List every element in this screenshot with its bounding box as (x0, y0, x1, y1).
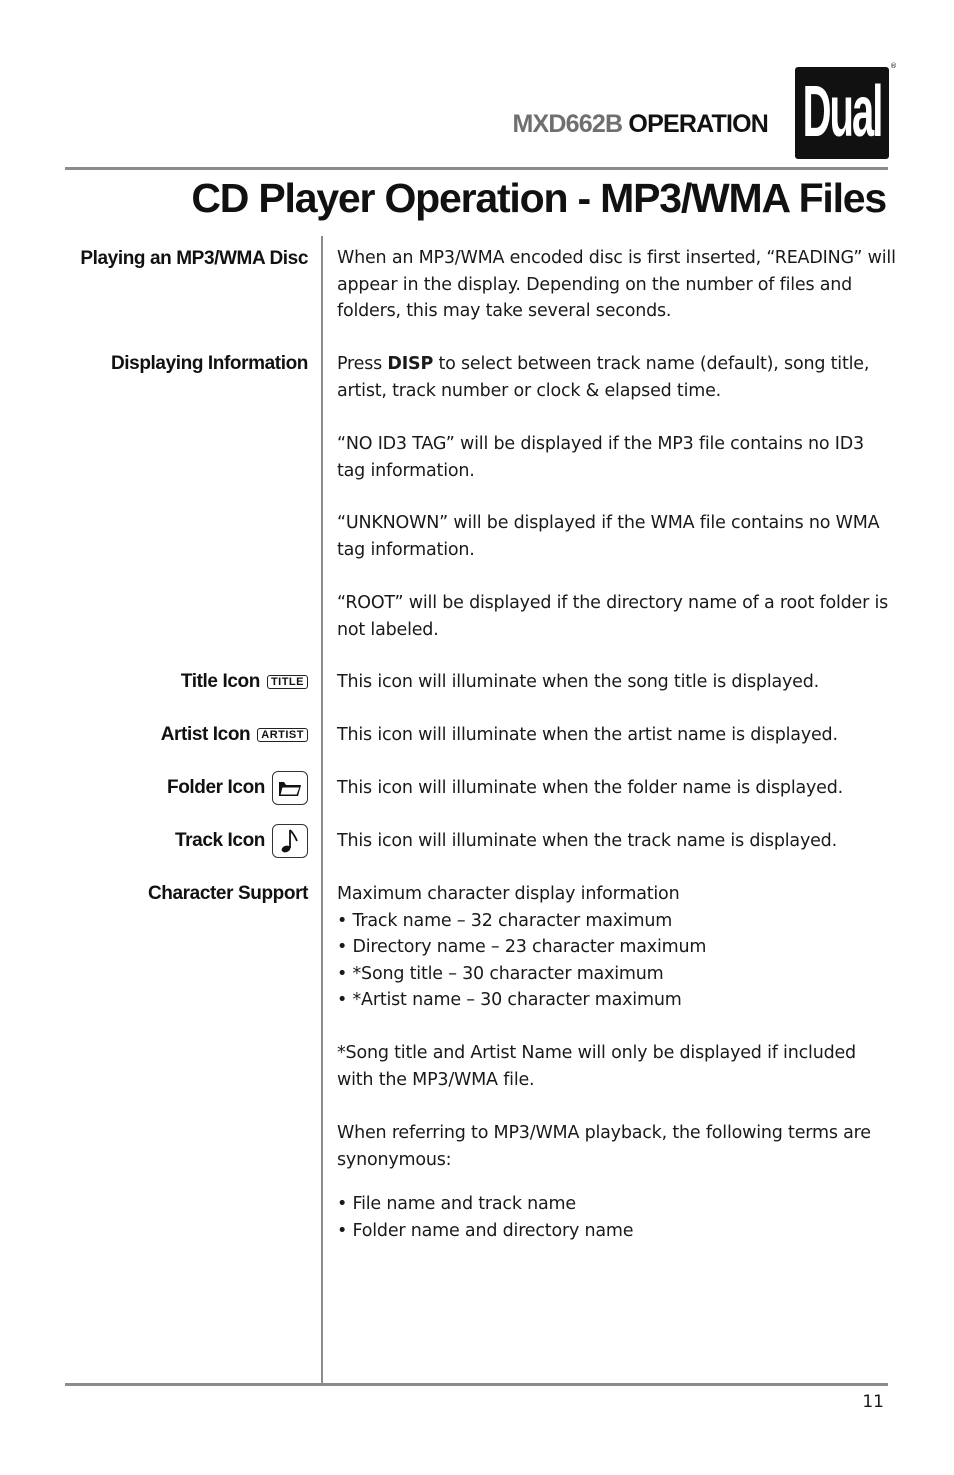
list-item: • Directory name – 23 character maximum (337, 934, 897, 961)
label-artist-icon-text: Artist Icon (160, 724, 251, 745)
artist-indicator-icon: ARTIST (257, 728, 308, 742)
playing-description: When an MP3/WMA encoded disc is first inserted, “READING” will appear in the display. Depending on the number of files and folders, this may take several seconds. (337, 248, 896, 322)
track-icon-description: This icon will illuminate when the track name is displayed. (337, 831, 837, 851)
label-title-icon (181, 669, 308, 695)
synonym-block (337, 1191, 897, 1244)
label-playing-text: Playing an MP3/WMA Disc (80, 248, 308, 269)
list-item: • *Song title – 30 character maximum (337, 961, 897, 988)
dual-logo (795, 67, 889, 159)
list-item: • Folder name and directory name (337, 1218, 897, 1245)
header-model: MXD662B (512, 110, 623, 138)
char-list (337, 908, 897, 1014)
music-note-icon (272, 824, 308, 858)
header-title (54, 112, 768, 137)
page-title: CD Player Operation - MP3/WMA Files (191, 175, 886, 221)
disp-key: DISP (387, 354, 434, 374)
folder-icon-description: This icon will illuminate when the folder name is displayed. (337, 778, 844, 798)
label-character-text: Character Support (147, 883, 308, 904)
label-character (148, 881, 308, 907)
label-track-icon (175, 828, 308, 854)
label-displaying-text: Displaying Information (110, 353, 308, 374)
disp-description (337, 351, 897, 404)
header-rule (65, 167, 888, 170)
label-track-icon-text: Track Icon (175, 830, 265, 851)
list-item: • Track name – 32 character maximum (337, 908, 897, 935)
artist-icon-description: This icon will illuminate when the artist name is displayed. (337, 725, 838, 745)
label-artist-icon (161, 722, 308, 748)
list-item: • *Artist name – 30 character maximum (337, 987, 897, 1014)
registered-mark: ® (890, 62, 897, 70)
label-folder-icon (167, 775, 308, 801)
page-number: 11 (862, 1392, 884, 1412)
disp-text-post: to select between track name (default), song title, artist, track number or clock & elapsed time. (337, 354, 870, 401)
column-divider (321, 236, 323, 1384)
label-title-icon-text: Title Icon (180, 671, 260, 692)
label-displaying (111, 351, 308, 377)
unknown-description: “UNKNOWN” will be displayed if the WMA file contains no WMA tag information. (337, 513, 880, 560)
char-intro: Maximum character display information (337, 884, 680, 904)
title-indicator-icon: TITLE (267, 675, 308, 689)
character-support-block (337, 881, 897, 1014)
label-playing (80, 246, 308, 272)
root-description: “ROOT” will be displayed if the directory name of a root folder is not labeled. (337, 593, 889, 640)
synonym-list (337, 1191, 897, 1244)
folder-icon (272, 771, 308, 805)
list-item: • File name and track name (337, 1191, 897, 1218)
header-section: OPERATION (628, 110, 768, 138)
id3-description: “NO ID3 TAG” will be displayed if the MP3 file contains no ID3 tag information. (337, 434, 864, 481)
title-icon-description: This icon will illuminate when the song title is displayed. (337, 672, 820, 692)
synonym-intro: When referring to MP3/WMA playback, the following terms are synonymous: (337, 1123, 871, 1170)
disp-text-pre: Press (337, 354, 388, 374)
label-folder-icon-text: Folder Icon (167, 777, 265, 798)
footer-rule (65, 1383, 888, 1386)
char-note: *Song title and Artist Name will only be displayed if included with the MP3/WMA file. (337, 1043, 856, 1090)
logo-text: Dual (802, 72, 882, 152)
